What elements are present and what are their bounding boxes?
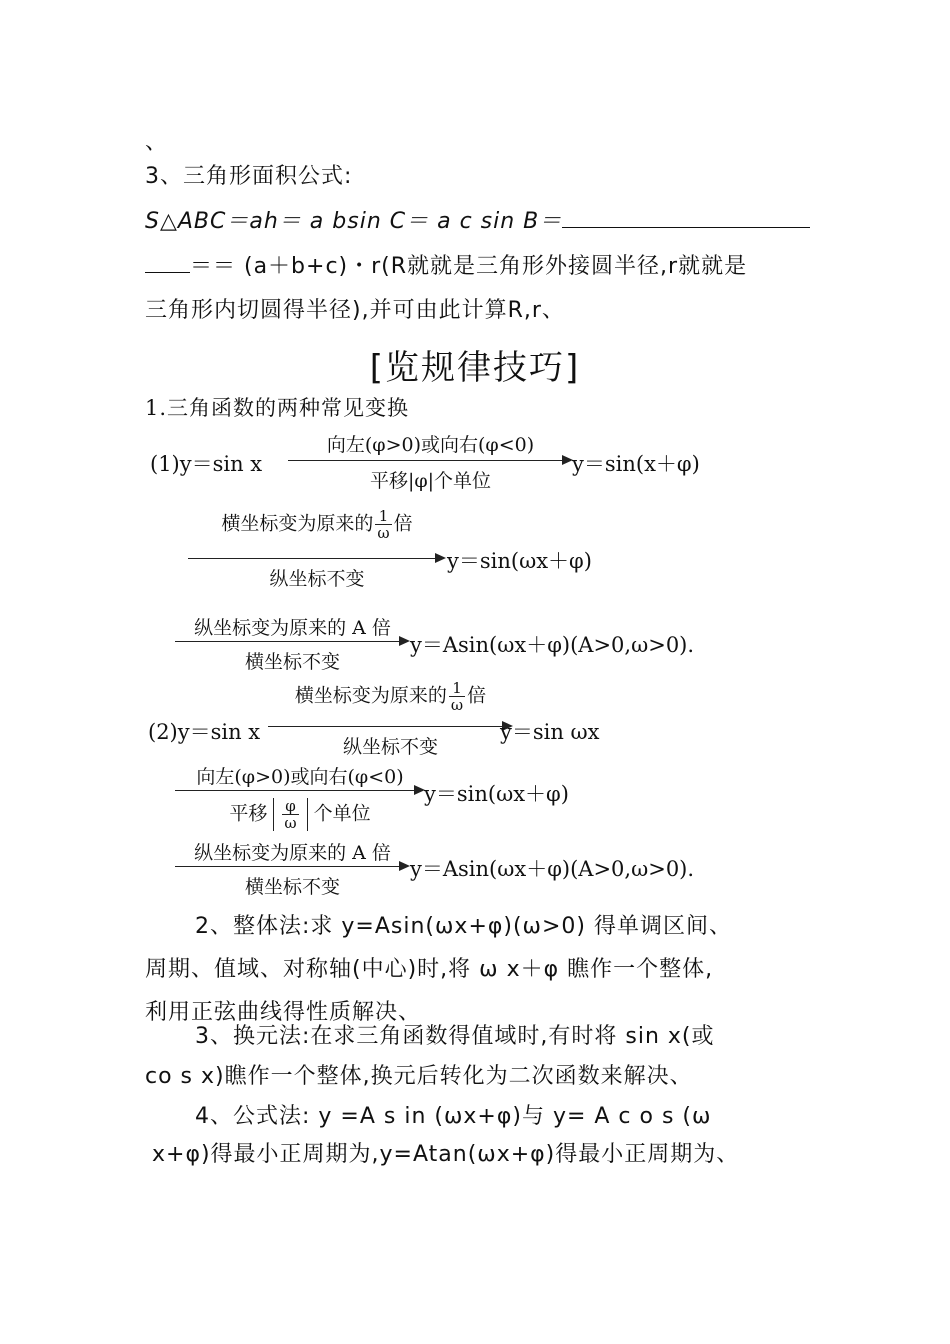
t1-arrow-2 xyxy=(188,508,446,590)
area-heading: 3、三角形面积公式: xyxy=(145,164,353,189)
t1-result-2: y＝sin(ωx＋φ) xyxy=(447,549,592,573)
t2-result-3: y＝Asin(ωx＋φ)(A>0,ω>0). xyxy=(410,857,695,881)
method-3-line2: co s x)瞧作一个整体,换元后转化为二次函数来解决、 xyxy=(145,1064,693,1089)
arrow-head-icon xyxy=(399,861,410,871)
method-4-line1: 4、公式法: y =A s in (ωx+φ)与 y= A c o s (ω xyxy=(195,1104,712,1129)
t2-result-1: y＝sin ωx xyxy=(500,720,600,744)
method-2-line1: 2、整体法:求 y=Asin(ωx+φ)(ω>0) 得单调区间、 xyxy=(195,914,732,939)
t1-arrow-3-top: 纵坐标变为原来的 A 倍 xyxy=(194,617,391,639)
arrow-shaft xyxy=(175,641,400,642)
t2-arrow-1-top xyxy=(268,680,513,713)
arrow-shaft xyxy=(188,558,436,559)
t2-arrow-2 xyxy=(175,762,425,842)
t2-arrow-1-top-tail: 倍 xyxy=(467,684,487,707)
fraction-denominator: ω xyxy=(284,814,297,832)
arrow-head-icon xyxy=(435,553,446,563)
arrow-shaft xyxy=(268,726,503,727)
fraction-denominator: ω xyxy=(450,696,464,714)
t1-result-1: y＝sin(x＋φ) xyxy=(572,452,700,476)
t1-arrow-2-top xyxy=(188,508,446,541)
answer-blank-1 xyxy=(562,205,810,228)
t1-arrow-2-bottom: 纵坐标不变 xyxy=(269,568,365,590)
t2-arrow-1 xyxy=(268,680,513,758)
arrow-shaft xyxy=(175,866,400,867)
t1-arrow-1-bottom: 平移|φ|个单位 xyxy=(369,470,492,492)
fraction-numerator: φ xyxy=(282,798,298,815)
arrow-shaft xyxy=(175,790,415,791)
section-title: [览规律技巧] xyxy=(369,348,581,388)
t1-start: (1)y＝sin x xyxy=(150,452,263,476)
answer-blank-2 xyxy=(145,250,190,273)
fraction-one-over-omega xyxy=(375,508,391,541)
t2-arrow-1-top-text: 横坐标变为原来的 xyxy=(294,684,447,707)
area-formula-line1 xyxy=(145,205,810,237)
t2-arrow-1-bottom: 纵坐标不变 xyxy=(342,736,438,758)
t1-arrow-1-top: 向左(φ>0)或向右(φ<0) xyxy=(326,434,535,456)
arrow-shaft xyxy=(288,460,563,461)
t1-arrow-2-top-tail: 倍 xyxy=(393,512,413,535)
area-formula-line2 xyxy=(145,250,747,282)
t2-arrow-3-top: 纵坐标变为原来的 A 倍 xyxy=(194,842,391,864)
t1-arrow-2-top-text: 横坐标变为原来的 xyxy=(221,512,374,535)
top-punctuation: 、 xyxy=(145,130,169,155)
t2-arrow-2-bottom xyxy=(175,798,425,831)
method-3-line1: 3、换元法:在求三角函数得值域时,有时将 sin x(或 xyxy=(195,1024,715,1049)
t1-arrow-1 xyxy=(288,430,573,492)
t2-arrow-2-top: 向左(φ>0)或向右(φ<0) xyxy=(196,766,404,788)
subheading-transformations: 1.三角函数的两种常见变换 xyxy=(145,396,410,420)
arrow-head-icon xyxy=(399,636,410,646)
t1-arrow-3-bottom: 横坐标不变 xyxy=(244,651,340,673)
absolute-value-bars xyxy=(273,798,307,831)
area-formula-line2-text: ＝＝ (a＋b+c)・r(R就就是三角形外接圆半径,r就就是 xyxy=(190,254,748,279)
method-4-line2: x+φ)得最小正周期为,y=Atan(ωx+φ)得最小正周期为、 xyxy=(152,1142,740,1167)
t2-arrow-2-bottom-post: 个单位 xyxy=(313,802,371,825)
fraction-denominator: ω xyxy=(377,524,390,542)
method-2-line2: 周期、值域、对称轴(中心)时,将 ω x＋φ 瞧作一个整体, xyxy=(145,957,714,982)
method-2-line3: 利用正弦曲线得性质解决、 xyxy=(145,1000,422,1025)
t2-arrow-3 xyxy=(175,838,410,898)
area-formula-text: S△ABC＝ah＝ a bsin C＝ a c sin B＝ xyxy=(145,209,563,234)
t2-arrow-3-bottom: 横坐标不变 xyxy=(244,876,340,898)
fraction-one-over-omega xyxy=(449,680,465,713)
area-formula-line3: 三角形内切圆得半径),并可由此计算R,r、 xyxy=(145,298,565,323)
fraction-numerator: 1 xyxy=(449,680,465,697)
t1-arrow-3 xyxy=(175,613,410,673)
fraction-phi-over-omega xyxy=(282,798,298,831)
t2-start: (2)y＝sin x xyxy=(148,720,261,744)
t2-result-2: y＝sin(ωx＋φ) xyxy=(424,782,569,806)
t1-result-3: y＝Asin(ωx＋φ)(A>0,ω>0). xyxy=(410,633,695,657)
fraction-numerator: 1 xyxy=(375,508,391,525)
t2-arrow-2-bottom-pre: 平移 xyxy=(229,802,268,825)
